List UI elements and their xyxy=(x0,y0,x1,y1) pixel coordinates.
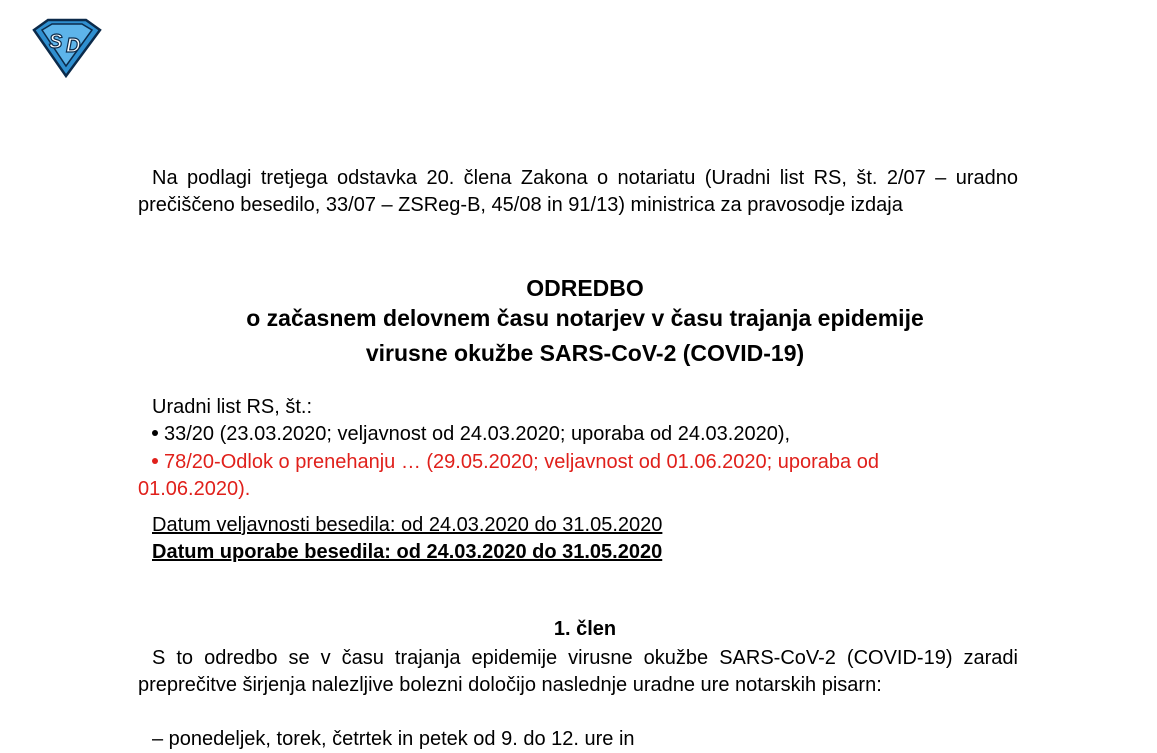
bullet-icon xyxy=(152,430,158,436)
svg-text:S: S xyxy=(49,31,63,53)
title-line-3: virusne okužbe SARS-CoV-2 (COVID-19) xyxy=(365,340,805,366)
bullet-icon xyxy=(152,458,158,464)
article-1-heading: 1. člen xyxy=(553,618,617,640)
intro-paragraph: Na podlagi tretjega odstavka 20. člena Zakona o notariatu (Uradni list RS, št. 2/07 – uradno prečiščeno besedilo, 33/07 – ZSReg-B, 45/08 in 91/13) ministrica za pravosodje izdaja xyxy=(138,167,1018,216)
title-line-1: ODREDBO xyxy=(526,275,644,301)
validity-date: Datum veljavnosti besedila: od 24.03.2020 do 31.05.2020 xyxy=(152,514,663,536)
title-line-2: o začasnem delovnem času notarjev v času trajanja epidemije xyxy=(246,305,924,331)
gazette-item-2-cont: 01.06.2020). xyxy=(138,478,251,500)
svg-text:D: D xyxy=(66,35,81,57)
sd-logo-icon xyxy=(30,18,102,78)
article-1-item-1: – ponedeljek, torek, četrtek in petek od 9. do 12. ure in xyxy=(152,728,635,750)
gazette-item-2-text: 78/20-Odlok o prenehanju … (29.05.2020; veljavnost od 01.06.2020; uporaba od xyxy=(164,451,879,473)
article-1-text: S to odredbo se v času trajanja epidemije virusne okužbe SARS-CoV-2 (COVID-19) zaradi preprečitve širjenja nalezljive bolezni določijo naslednje uradne ure notarskih pisarn: xyxy=(138,647,1018,696)
application-date: Datum uporabe besedila: od 24.03.2020 do 31.05.2020 xyxy=(152,541,663,563)
gazette-item-1-text: 33/20 (23.03.2020; veljavnost od 24.03.2020; uporaba od 24.03.2020), xyxy=(164,423,791,445)
gazette-label: Uradni list RS, št.: xyxy=(152,396,313,418)
gazette-item-2 xyxy=(152,449,879,476)
gazette-item-1 xyxy=(152,421,790,448)
